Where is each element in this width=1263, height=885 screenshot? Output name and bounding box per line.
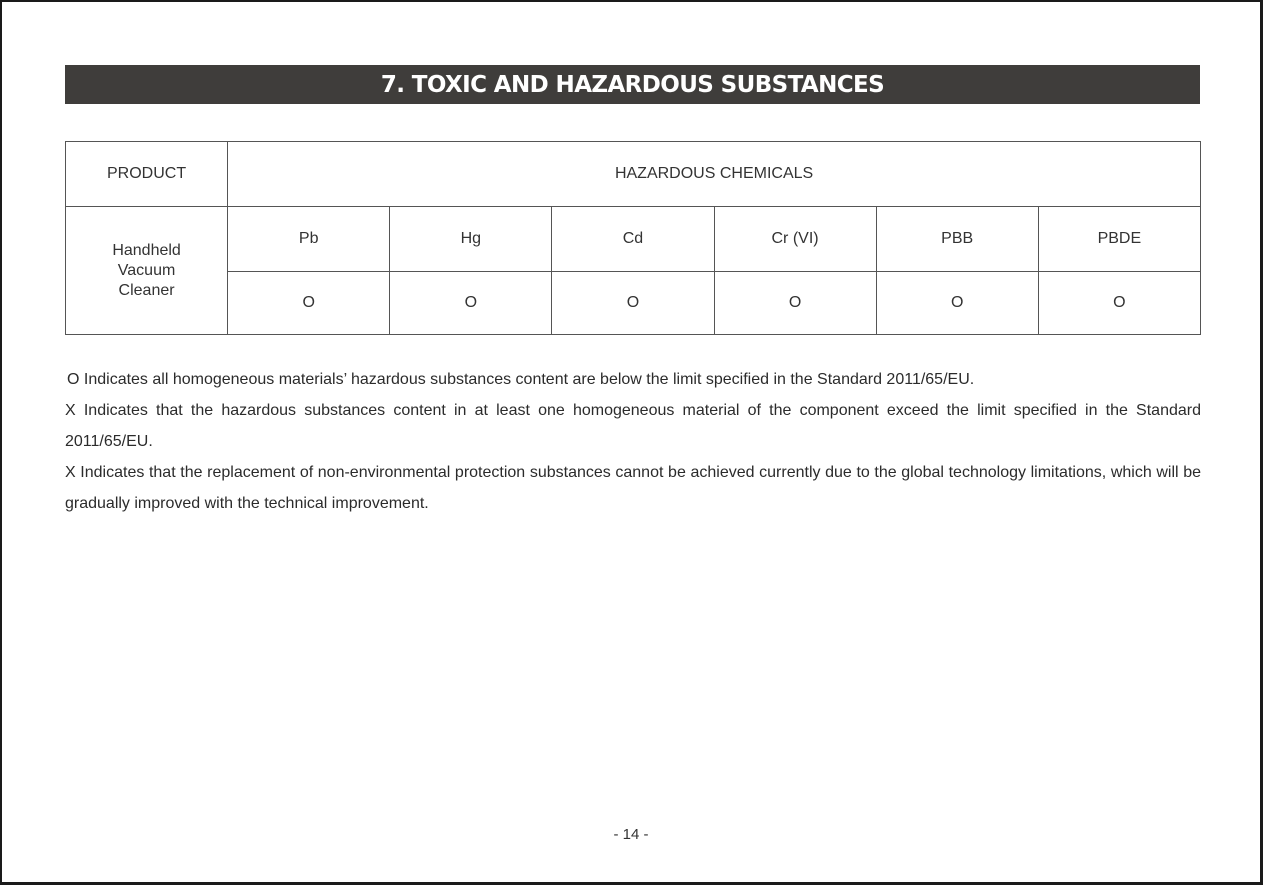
chemical-symbol-cell: Pb xyxy=(228,207,390,272)
chemical-value-cell: O xyxy=(876,272,1038,335)
chemical-value-cell: O xyxy=(1038,272,1200,335)
page-number: - 14 - xyxy=(613,826,649,843)
table-header-row xyxy=(66,142,1201,207)
chemical-value-cell: O xyxy=(714,272,876,335)
chemical-values-row xyxy=(66,272,1201,335)
hazardous-substances-table xyxy=(65,141,1201,335)
chemical-symbol-cell: Cd xyxy=(552,207,714,272)
note-x-replacement: X Indicates that the replacement of non-environmental protection substances cannot be achieved currently due to the global technology limitations, which will be gradually improved with the technical improvement. xyxy=(65,464,1201,512)
product-header-cell: PRODUCT xyxy=(66,142,228,207)
chemical-symbol-cell: Cr (VI) xyxy=(714,207,876,272)
chemical-value-cell: O xyxy=(552,272,714,335)
chemical-symbol-cell: PBB xyxy=(876,207,1038,272)
legend-notes xyxy=(65,364,1201,519)
note-o-compliant: O Indicates all homogeneous materials’ hazardous substances content are below the limit specified in the Standard 2011/65/EU. xyxy=(67,371,975,388)
chemical-value-cell: O xyxy=(390,272,552,335)
note-x-exceeds: X Indicates that the hazardous substances content in at least one homogeneous material of the component exceed the limit specified in the Standard 2011/65/EU. xyxy=(65,402,1201,450)
chemical-value-cell: O xyxy=(228,272,390,335)
chemical-symbol-cell: Hg xyxy=(390,207,552,272)
chemical-symbol-cell: PBDE xyxy=(1038,207,1200,272)
chemical-symbols-row xyxy=(66,207,1201,272)
chemicals-header-cell: HAZARDOUS CHEMICALS xyxy=(228,142,1201,207)
product-name-cell xyxy=(66,207,228,335)
section-title: 7. TOXIC AND HAZARDOUS SUBSTANCES xyxy=(65,65,1200,104)
product-name: Handheld Vacuum Cleaner xyxy=(112,241,181,299)
